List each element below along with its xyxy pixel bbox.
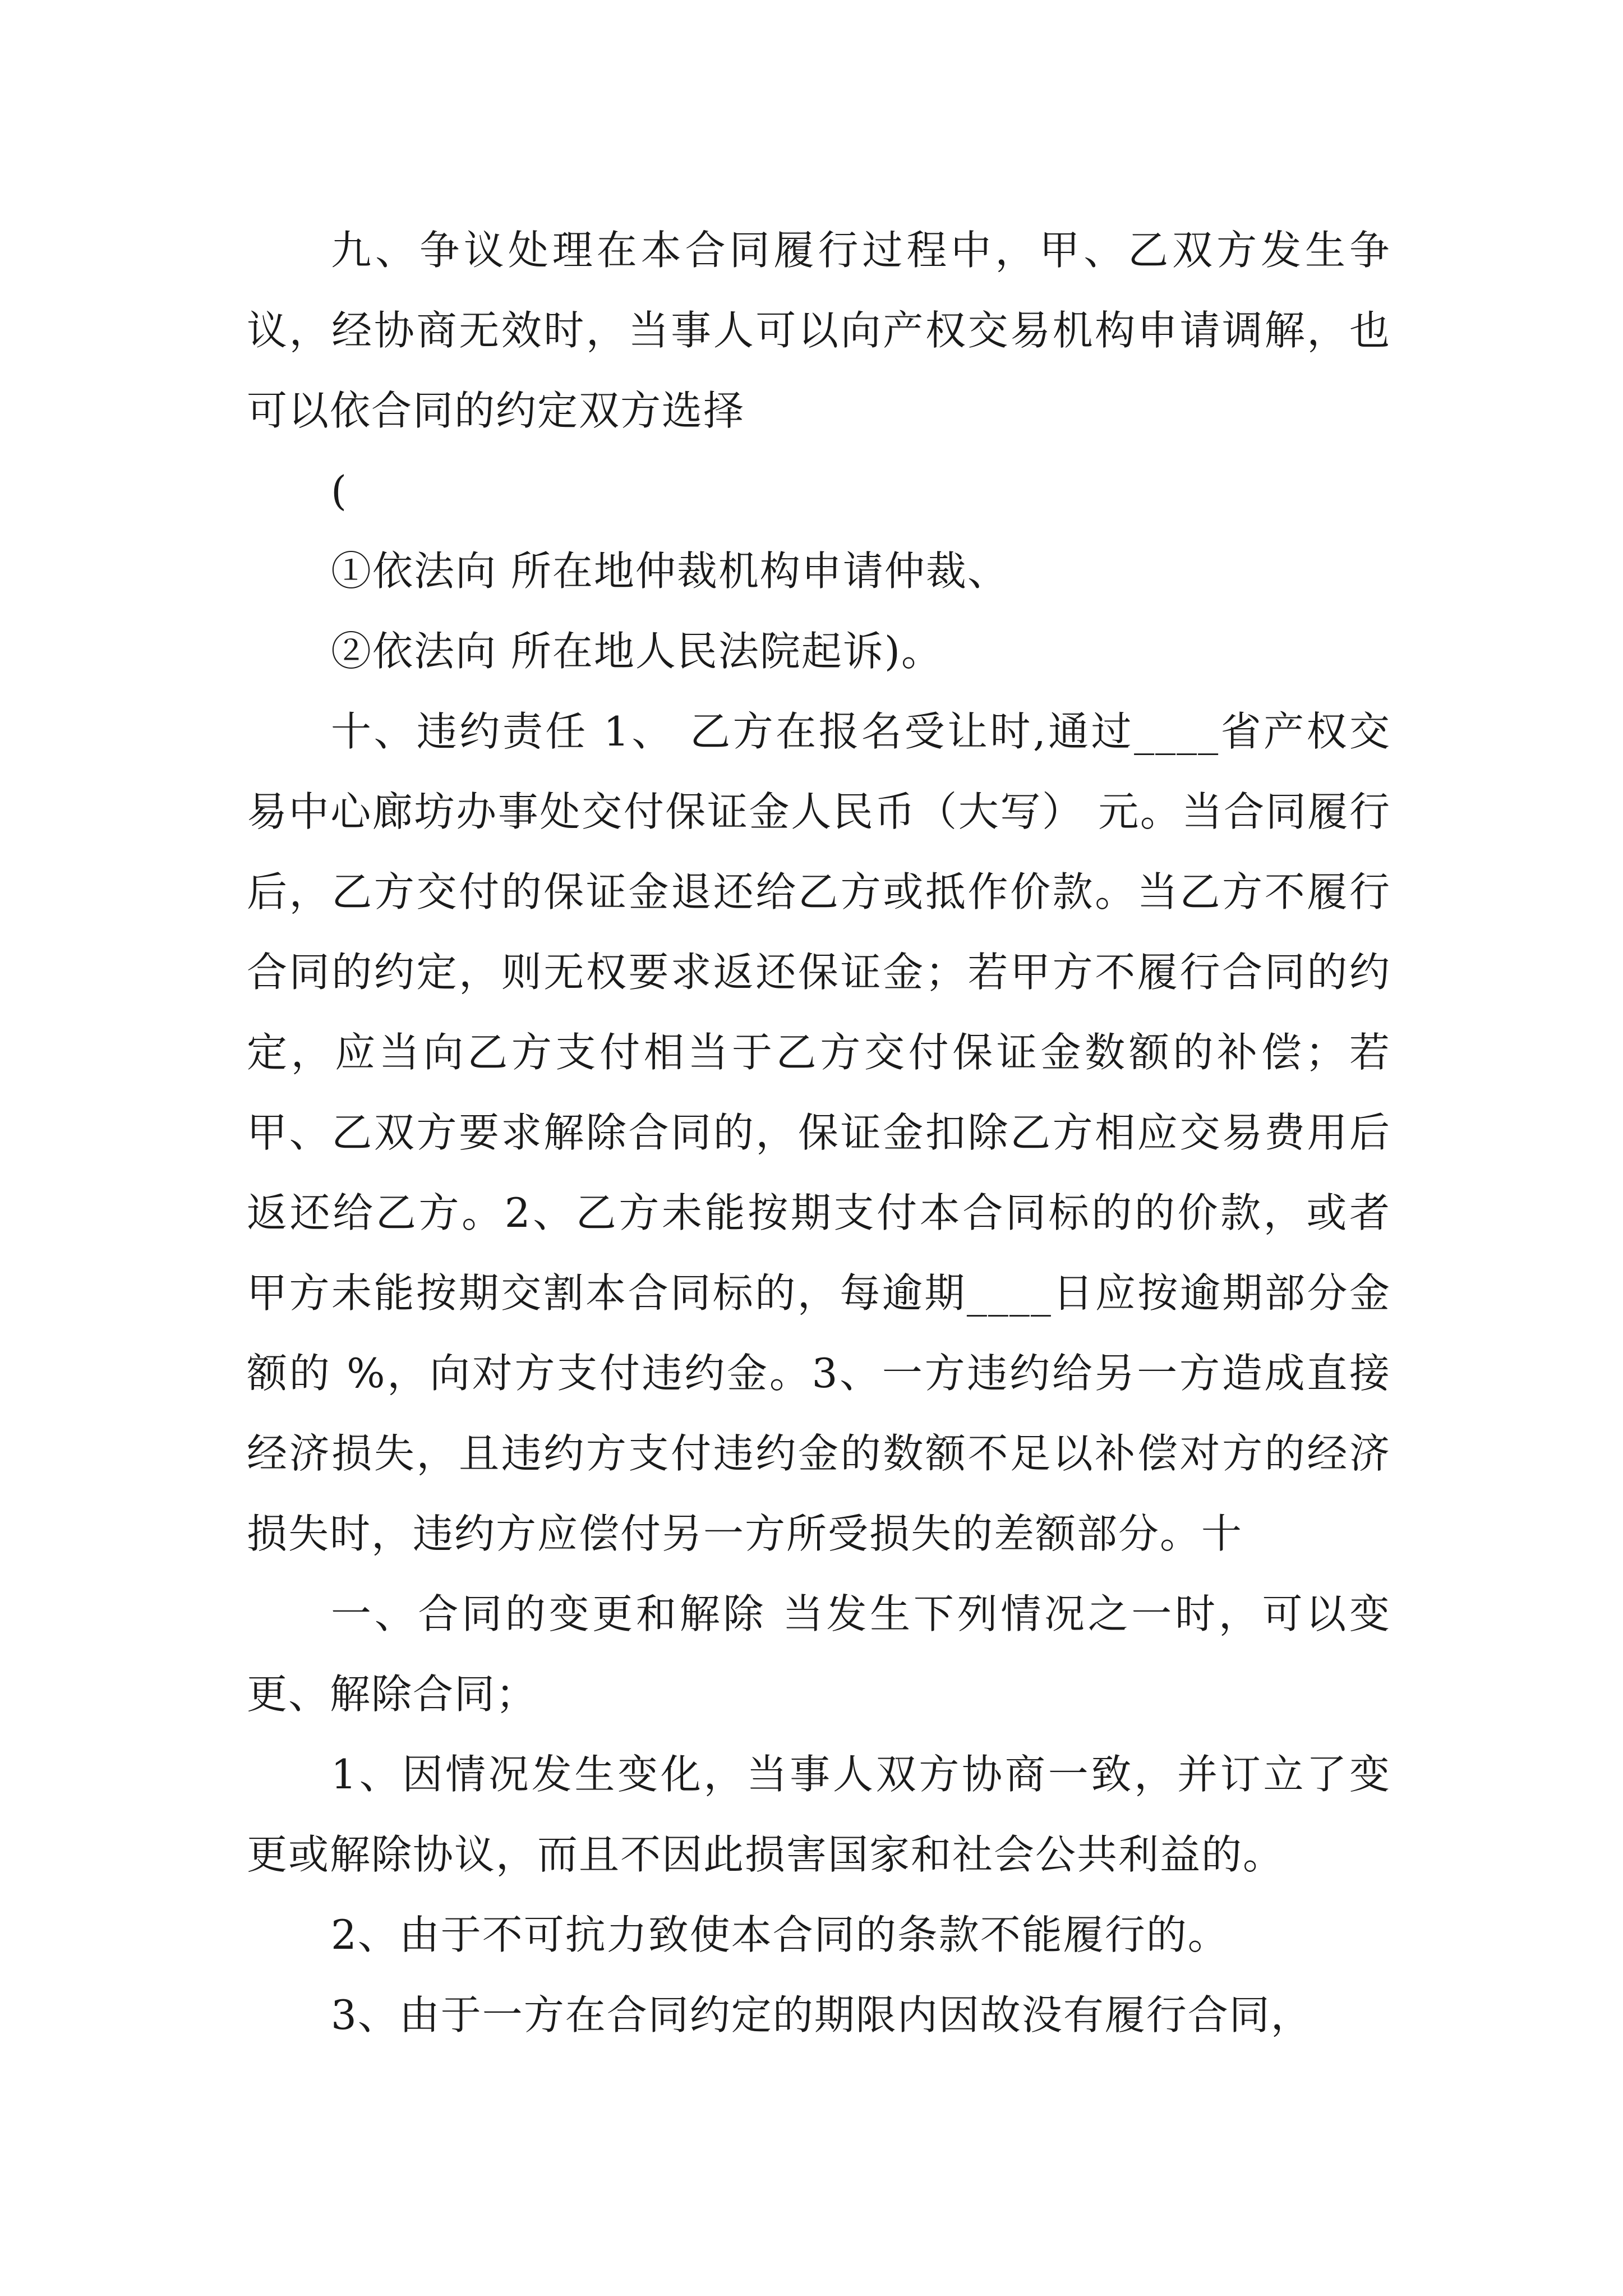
paragraph-condition-3: 3、由于一方在合同约定的期限内因故没有履行合同， — [331, 1991, 1312, 2039]
paragraph-option-litigation: ②依法向 所在地人民法院起诉)。 — [331, 628, 943, 675]
paragraph-condition-2: 2、由于不可抗力致使本合同的条款不能履行的。 — [331, 1911, 1229, 1958]
paragraph-breach-liability: 十、违约责任 1、 乙方在报名受让时,通过____省产权交易中心廊坊办事处交付保证金人民币（大写） 元。当合同履行后，乙方交付的保证金退还给乙方或抵作价款。当乙方不履行合同的约定，则无权要求返还保证金；若甲方不履行合同的约定，应当向乙方支付相当于乙方交付保证金数额的补偿；若甲、乙双方要求解除合同的，保证金扣除乙方相应交易费用后返还给乙方。2、乙方未能按期支付本合同标的的价款，或者甲方未能按期交割本合同标的，每逾期____日应按逾期部分金额的 %，向对方支付违约金。3、一方违约给另一方造成直接经济损失，且违约方支付违约金的数额不足以补偿对方的经济损失时，违约方应偿付另一方所受损失的差额部分。十 — [247, 708, 1391, 1557]
paragraph-contract-change: 一、合同的变更和解除 当发生下列情况之一时，可以变更、解除合同； — [247, 1590, 1391, 1718]
paragraph-dispute-resolution: 九、争议处理在本合同履行过程中，甲、乙双方发生争议，经协商无效时，当事人可以向产权交易机构申请调解，也可以依合同的约定双方选择 — [247, 227, 1391, 434]
paragraph-condition-1: 1、因情况发生变化，当事人双方协商一致，并订立了变更或解除协议，而且不因此损害国家和社会公共利益的。 — [247, 1751, 1391, 1878]
paragraph-option-arbitration: ①依法向 所在地仲裁机构申请仲裁、 — [331, 547, 1009, 595]
document-body — [247, 210, 1391, 2055]
paragraph-open-paren: ( — [331, 467, 348, 514]
